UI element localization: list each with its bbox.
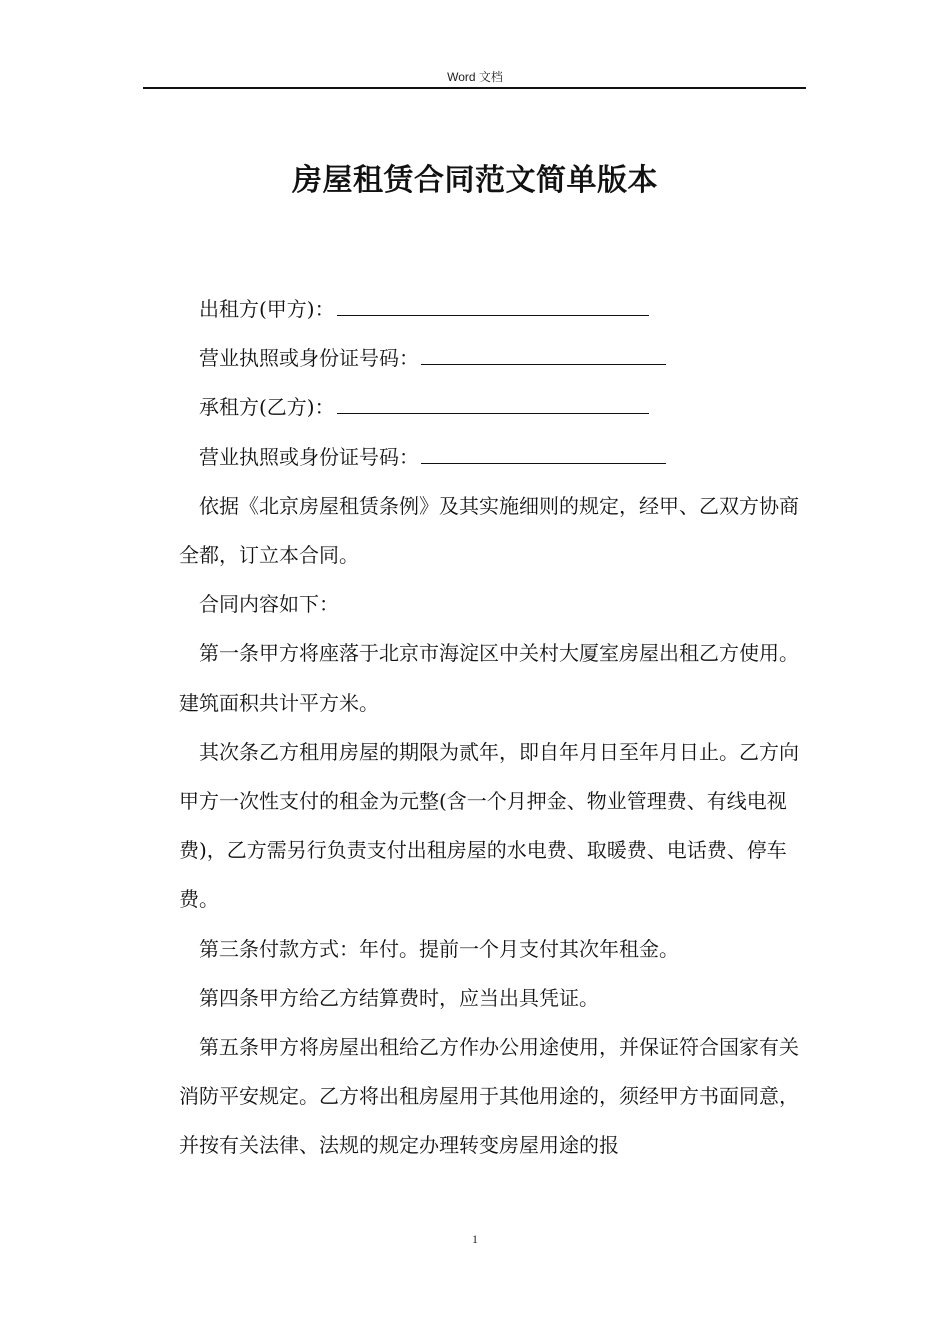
lessor-label: 出租方(甲方)：: [199, 297, 335, 321]
paragraph-article-2: 其次条乙方租用房屋的期限为贰年，即自年月日至年月日止。乙方向甲方一次性支付的租金为元整(含一个月押金、物业管理费、有线电视费)，乙方需另行负责支付出租房屋的水电费、取暖费、电话费、停车费。: [179, 739, 799, 912]
lessee-label: 承租方(乙方)：: [199, 395, 335, 420]
license-label-1: 营业执照或身份证号码：: [199, 346, 419, 371]
paragraph-article-4: 第四条甲方给乙方结算费时，应当出具凭证。: [199, 985, 599, 1010]
page-number: 1: [472, 1232, 478, 1246]
lessee-field: [179, 383, 801, 432]
paragraph-basis: 依据《北京房屋租赁条例》及其实施细则的规定，经甲、乙双方协商全都，订立本合同。: [179, 493, 799, 568]
paragraph-article-1: 第一条甲方将座落于北京市海淀区中关村大厦室房屋出租乙方使用。建筑面积共计平方米。: [179, 641, 799, 715]
license-field-1: [179, 334, 801, 383]
paragraph-article-5: 第五条甲方将房屋出租给乙方作办公用途使用，并保证符合国家有关消防平安规定。乙方将出租房屋用于其他用途的，须经甲方书面同意，并按有关法律、法规的规定办理转变房屋用途的报: [179, 1035, 799, 1158]
license-blank-2: [421, 462, 666, 464]
license-label-2: 营业执照或身份证号码：: [199, 444, 419, 469]
document-title: 房屋租赁合同范文简单版本: [292, 163, 658, 198]
lessee-blank: [337, 412, 649, 414]
document-body: [179, 285, 801, 1171]
license-field-2: [179, 433, 801, 482]
paragraph-content-intro: 合同内容如下：: [199, 592, 339, 617]
paragraph-article-3: 第三条付款方式：年付。提前一个月支付其次年租金。: [199, 936, 679, 961]
header-divider: [143, 87, 806, 89]
license-blank-1: [421, 363, 666, 365]
lessor-field: [179, 285, 801, 334]
lessor-blank: [337, 314, 649, 316]
page-header: Word 文档: [447, 70, 503, 84]
